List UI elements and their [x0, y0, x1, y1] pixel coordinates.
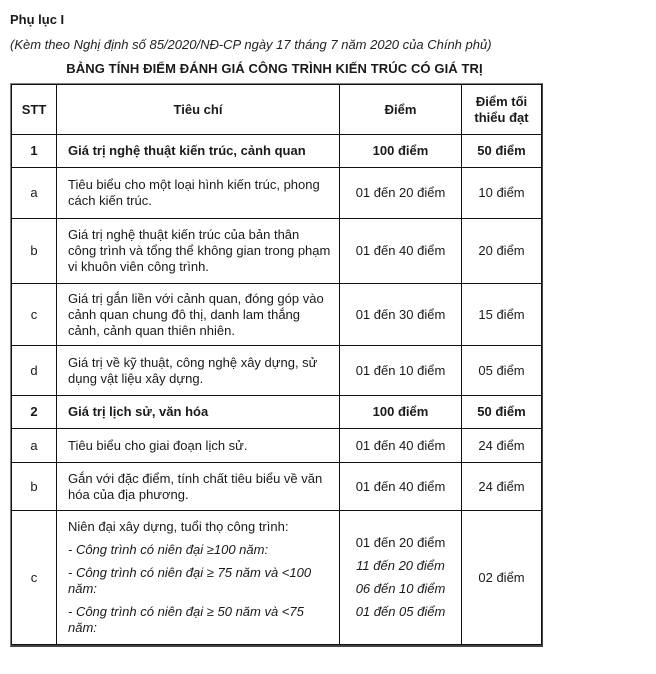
scoring-table	[11, 84, 542, 645]
row-stt: b	[12, 463, 57, 511]
row-score: 01 đến 20 điểm	[340, 168, 462, 219]
scoring-table-container	[10, 83, 543, 647]
row-min-score: 24 điểm	[462, 429, 542, 463]
table-row-section-2	[12, 396, 542, 429]
row-score	[340, 511, 462, 645]
row-min-score: 50 điểm	[462, 135, 542, 168]
row-stt: b	[12, 219, 57, 284]
criteria-sub-50: - Công trình có niên đại ≥ 50 năm và <75 năm:	[68, 604, 304, 635]
row-min-score: 15 điểm	[462, 284, 542, 346]
row-min-score: 05 điểm	[462, 346, 542, 396]
appendix-subtitle: (Kèm theo Nghị định số 85/2020/NĐ-CP ngày 17 tháng 7 năm 2020 của Chính phủ)	[10, 37, 492, 52]
row-score: 01 đến 40 điểm	[340, 429, 462, 463]
table-row	[12, 346, 542, 396]
row-min-score: 24 điểm	[462, 463, 542, 511]
row-min-score: 50 điểm	[462, 396, 542, 429]
header-min-score-line1: Điểm tối	[475, 93, 528, 109]
row-score: 01 đến 40 điểm	[340, 463, 462, 511]
table-title: BẢNG TÍNH ĐIỂM ĐÁNH GIÁ CÔNG TRÌNH KIẾN TRÚC CÓ GIÁ TRỊ	[66, 61, 483, 76]
row-stt: 1	[12, 135, 57, 168]
header-min-score	[462, 85, 542, 135]
header-score: Điểm	[340, 85, 462, 135]
row-criteria: Tiêu biểu cho giai đoạn lịch sử.	[57, 429, 340, 463]
row-score: 01 đến 30 điểm	[340, 284, 462, 346]
score-sub-50: 01 đến 05 điểm	[355, 604, 446, 619]
appendix-title: Phụ lục I	[10, 12, 65, 27]
row-criteria: Gắn với đặc điểm, tính chất tiêu biểu về văn hóa của địa phương.	[57, 463, 340, 511]
header-min-score-line2: thiểu đạt	[474, 109, 529, 125]
row-min-score: 10 điểm	[462, 168, 542, 219]
criteria-intro: Niên đại xây dựng, tuổi thọ công trình:	[68, 519, 289, 534]
score-sub-100: 11 đến 20 điểm	[356, 558, 445, 573]
row-criteria: Giá trị lịch sử, văn hóa	[57, 396, 340, 429]
table-row-age	[12, 511, 542, 645]
table-row	[12, 429, 542, 463]
table-row	[12, 219, 542, 284]
row-criteria: Giá trị gắn liền với cảnh quan, đóng góp vào cảnh quan chung đô thị, danh lam thắng cảnh, cảnh quan thiên nhiên.	[57, 284, 340, 346]
header-criteria: Tiêu chí	[57, 85, 340, 135]
row-min-score: 20 điểm	[462, 219, 542, 284]
row-criteria	[57, 511, 340, 645]
row-stt: d	[12, 346, 57, 396]
criteria-sub-75: - Công trình có niên đại ≥ 75 năm và <100 năm:	[68, 565, 312, 596]
row-stt: c	[12, 511, 57, 645]
row-stt: 2	[12, 396, 57, 429]
row-score: 100 điểm	[340, 396, 462, 429]
row-stt: a	[12, 429, 57, 463]
row-min-score: 02 điểm	[462, 511, 542, 645]
row-criteria: Giá trị nghệ thuật kiến trúc của bản thân công trình và tổng thể không gian trong phạm vi khuôn viên công trình.	[57, 219, 340, 284]
table-row	[12, 284, 542, 346]
row-stt: c	[12, 284, 57, 346]
row-stt: a	[12, 168, 57, 219]
table-header-row	[12, 85, 542, 135]
criteria-sub-100: - Công trình có niên đại ≥100 năm:	[68, 542, 269, 557]
score-sub-75: 06 đến 10 điểm	[355, 581, 446, 596]
header-stt: STT	[12, 85, 57, 135]
row-score: 01 đến 10 điểm	[340, 346, 462, 396]
row-criteria: Giá trị nghệ thuật kiến trúc, cảnh quan	[57, 135, 340, 168]
row-score: 100 điểm	[340, 135, 462, 168]
score-main: 01 đến 20 điểm	[355, 535, 446, 550]
table-row	[12, 168, 542, 219]
table-row	[12, 463, 542, 511]
row-criteria: Tiêu biểu cho một loại hình kiến trúc, phong cách kiến trúc.	[57, 168, 340, 219]
row-score: 01 đến 40 điểm	[340, 219, 462, 284]
table-row-section-1	[12, 135, 542, 168]
row-criteria: Giá trị về kỹ thuật, công nghệ xây dựng, sử dụng vật liệu xây dựng.	[57, 346, 340, 396]
